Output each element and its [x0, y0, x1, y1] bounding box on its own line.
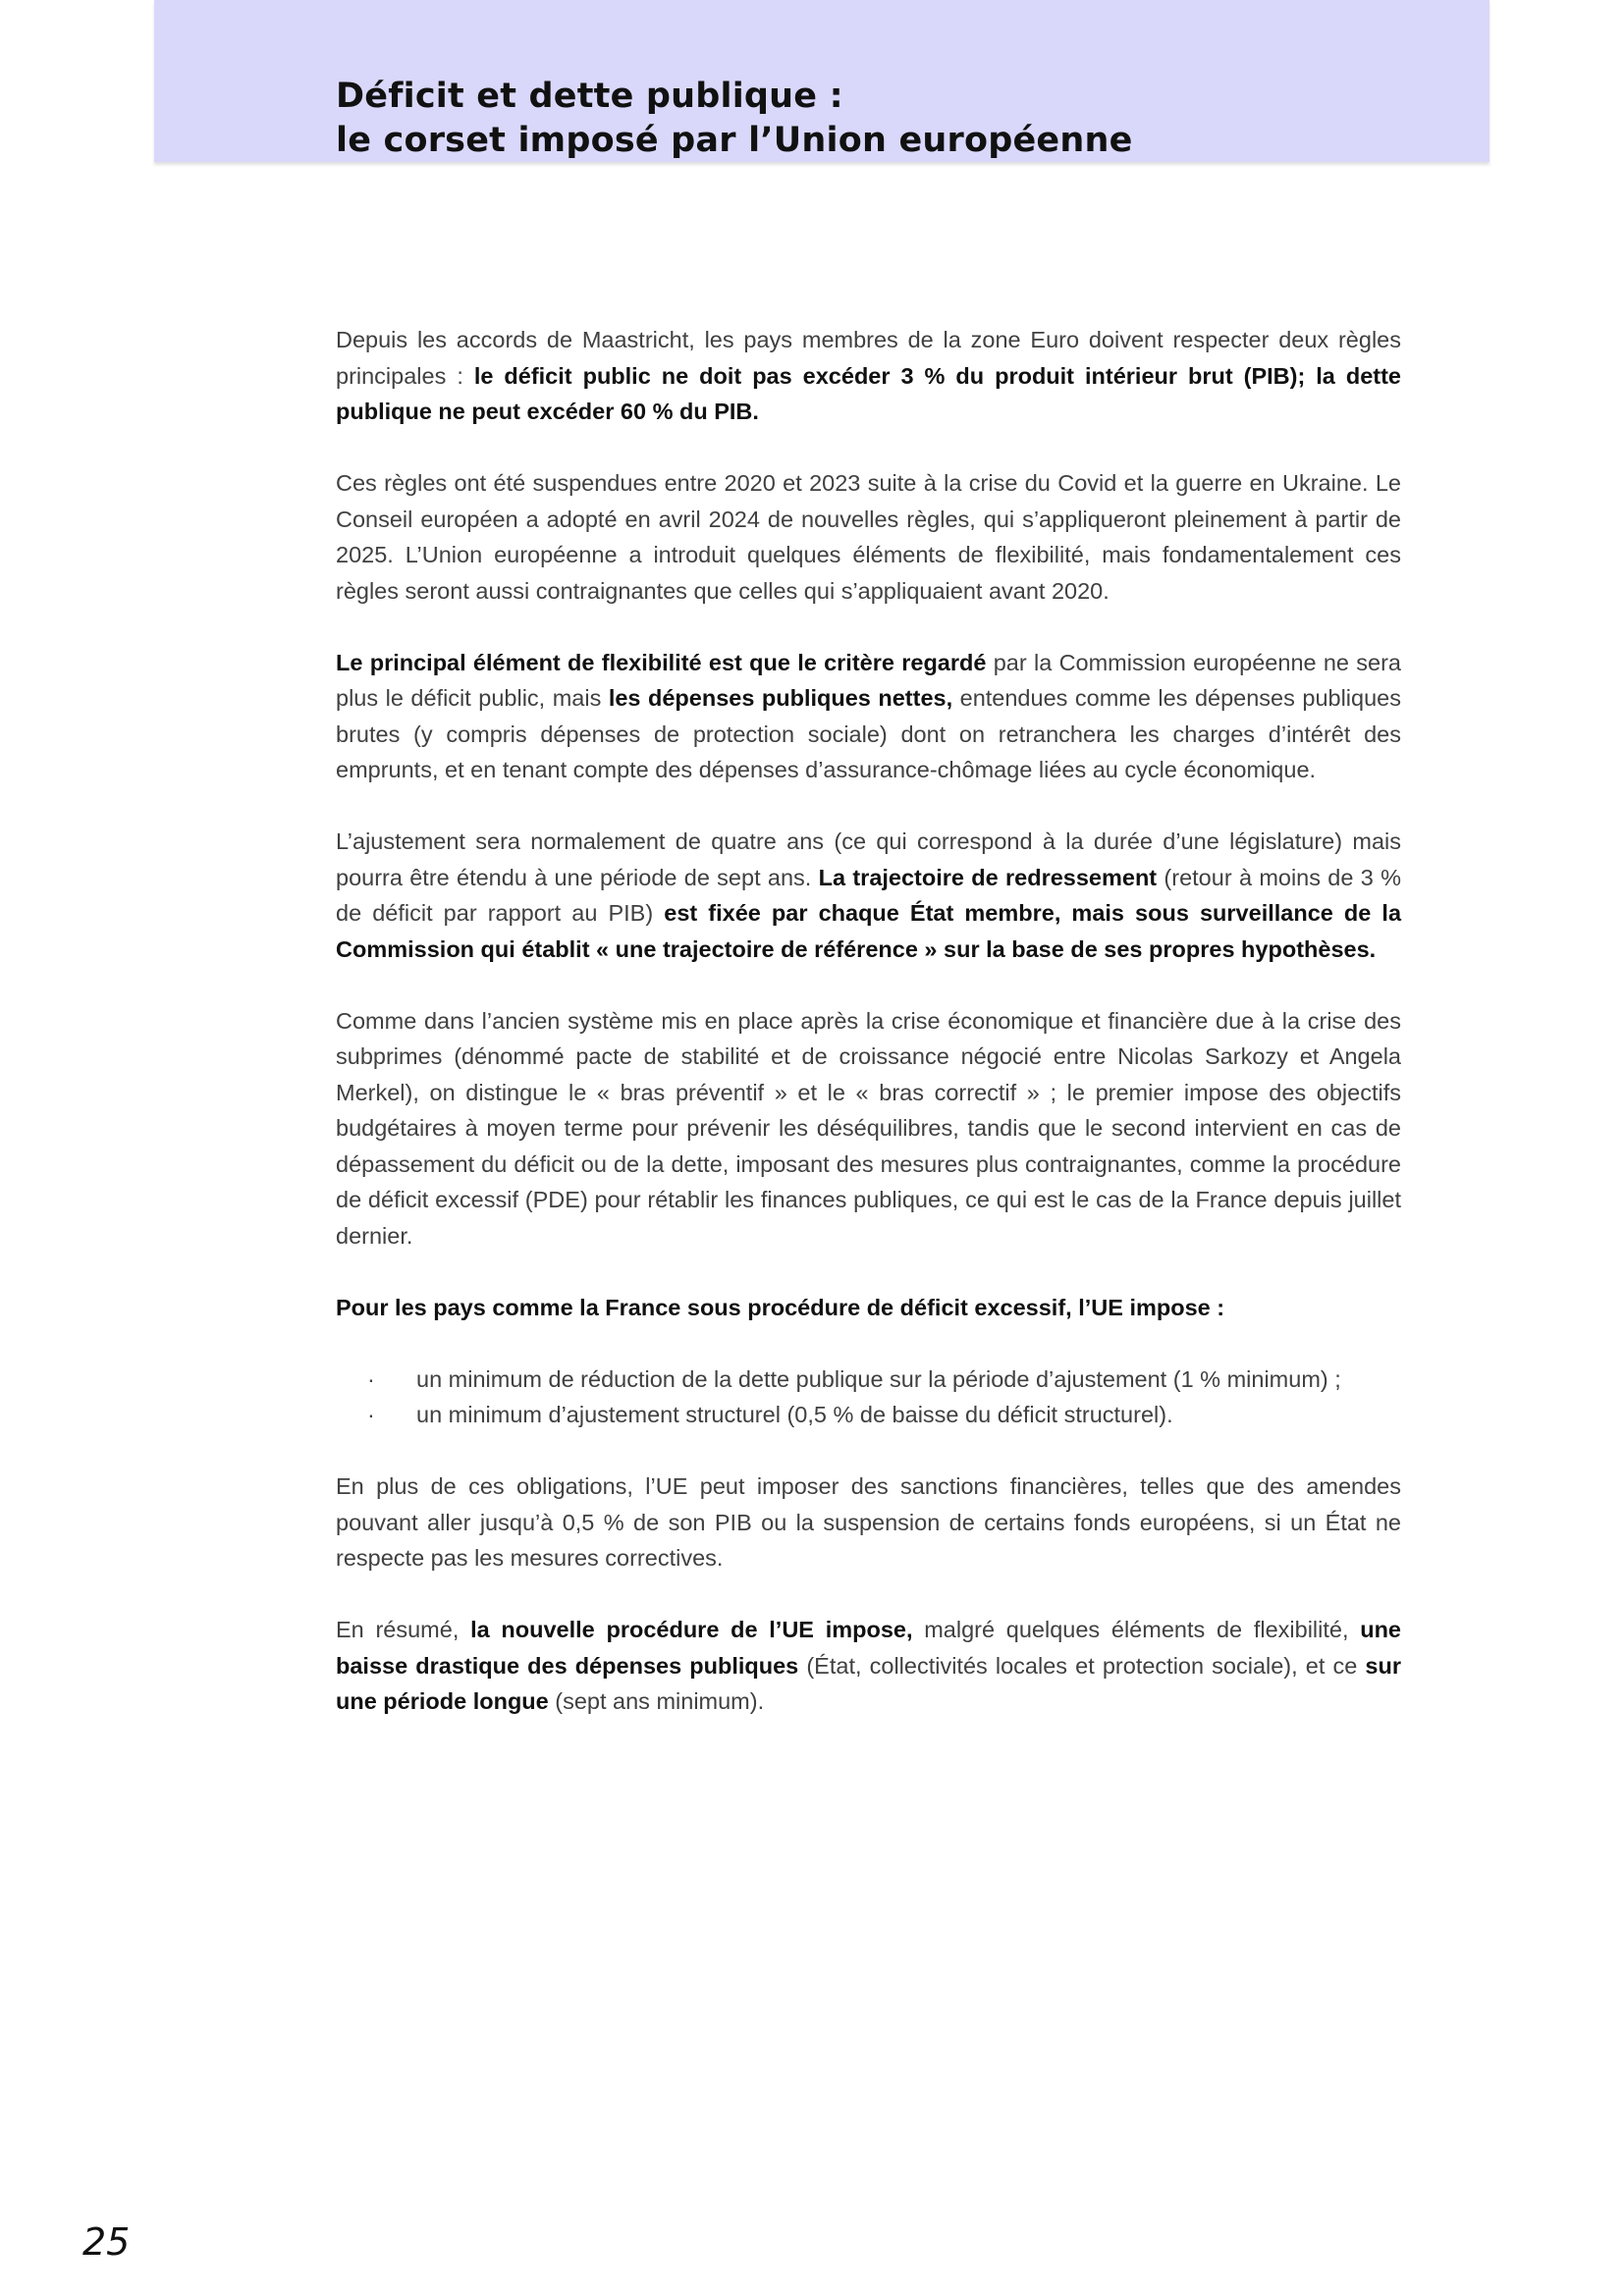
paragraph-rules-suspension: Ces règles ont été suspendues entre 2020 et 2023 suite à la crise du Covid et la guerre en Ukraine. Le Conseil européen a adopté en avril 2024 de nouvelles règles, qui s’appliqueront pleinement à partir de 2025. L’Union européenne a introduit quelques éléments de flexibilité, mais fondamentalement ces règles seront aussi contraignantes que celles qui s’appliquaient avant 2020.: [336, 470, 1401, 604]
paragraph-summary: En résumé, la nouvelle procédure de l’UE impose, malgré quelques éléments de flexibilité, une baisse drastique des dépenses publiques (État, collectivités locales et protection sociale), et ce sur une période longue (sept ans minimum).: [336, 1617, 1401, 1714]
paragraph-sanctions: En plus de ces obligations, l’UE peut imposer des sanctions financières, telles que des amendes pouvant aller jusqu’à 0,5 % de son PIB ou la suspension de certains fonds européens, si un État ne respecte pas les mesures correctives.: [336, 1473, 1401, 1571]
paragraph-maastricht-rules: Depuis les accords de Maastricht, les pays membres de la zone Euro doivent respecter deux règles principales : le déficit public ne doit pas excéder 3 % du produit intérieur brut (PIB); la dette publique ne peut excéder 60 % du PIB.: [336, 327, 1401, 424]
paragraph-flexibility: Le principal élément de flexibilité est que le critère regardé par la Commission européenne ne sera plus le déficit public, mais les dépenses publiques nettes, entendues comme les dépenses publiques brutes (y compris dépenses de protection sociale) dont on retranchera les charges d’intérêt des emprunts, et en tenant compte des dépenses d’assurance-chômage liées au cycle économique.: [336, 649, 1402, 782]
list-item: · un minimum de réduction de la dette publique sur la période d’ajustement (1 % minimum) ;: [416, 1362, 1401, 1398]
paragraph-preventive-corrective-arms: Comme dans l’ancien système mis en place après la crise économique et financière due à la crise des subprimes (dénommé pacte de stabilité et de croissance négocié entre Nicolas Sarkozy et Angela Merkel), on distingue le « bras préventif » et le « bras correctif » ; le premier impose des objectifs budgétaires à moyen terme pour prévenir les déséquilibres, tandis que le second intervient en cas de dépassement du déficit ou de la dette, imposant des mesures plus contraignantes, comme la procédure de déficit excessif (PDE) pour rétablir les finances publiques, ce qui est le cas de la France depuis juillet dernier.: [336, 1007, 1401, 1249]
page-number: 25: [82, 2220, 131, 2264]
paragraph-adjustment-period: L’ajustement sera normalement de quatre ans (ce qui correspond à la durée d’une législature) mais pourra être étendu à une période de sept ans. La trajectoire de redressement (retour à moins de 3 % de déficit par rapport au PIB) est fixée par chaque État membre, mais sous surveillance de la Commission qui établit « une trajectoire de référence » sur la base de ses propres hypothèses.: [336, 828, 1402, 962]
article-body: [336, 322, 1401, 1755]
page-title-line-1: Déficit et dette publique :: [336, 77, 843, 116]
paragraph-excessive-deficit-intro: Pour les pays comme la France sous procédure de déficit excessif, l’UE impose :: [336, 1294, 1225, 1320]
requirements-list: [336, 1362, 1401, 1433]
page-title: [336, 75, 1416, 163]
list-item: · un minimum d’ajustement structurel (0,5 % de baisse du déficit structurel).: [416, 1397, 1401, 1433]
page-title-line-2: le corset imposé par l’Union européenne: [336, 121, 1133, 160]
